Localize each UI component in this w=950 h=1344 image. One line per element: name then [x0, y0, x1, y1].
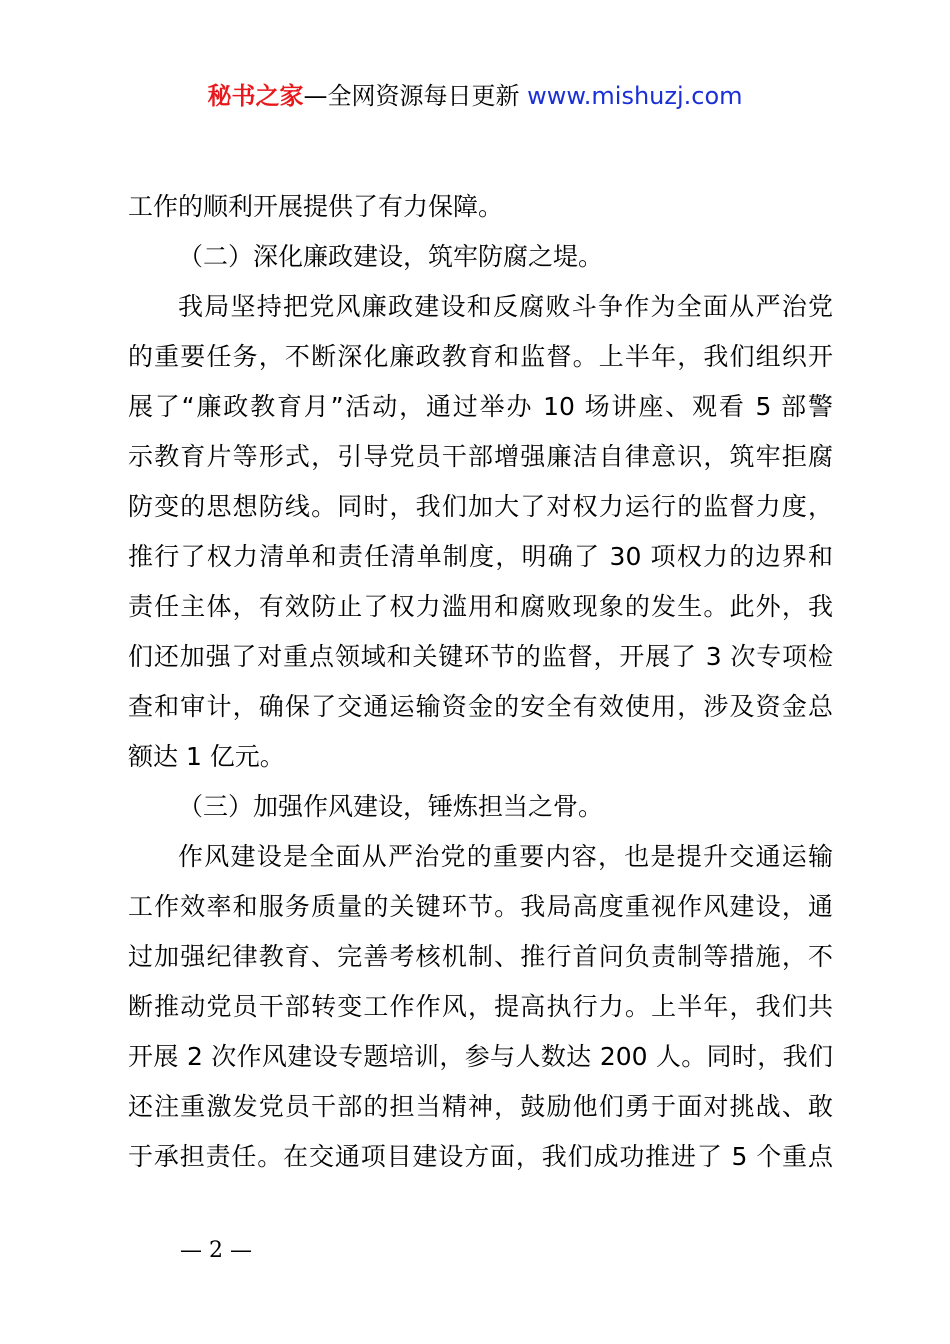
text-line: 还注重激发党员干部的担当精神，鼓励他们勇于面对挑战、敢 — [128, 1092, 833, 1121]
text-line: 推行了权力清单和责任清单制度，明确了 30 项权力的边界和 — [128, 542, 833, 571]
text-line: 过加强纪律教育、完善考核机制、推行首问负责制等措施，不 — [128, 942, 833, 971]
site-url[interactable]: www.mishuzj.com — [527, 82, 743, 110]
text-line: 于承担责任。在交通项目建设方面，我们成功推进了 5 个重点 — [128, 1142, 833, 1171]
text-line: 额达 1 亿元。 — [128, 742, 285, 771]
text-line: 我局坚持把党风廉政建设和反腐败斗争作为全面从严治党 — [178, 292, 833, 321]
text-line: 工作效率和服务质量的关键环节。我局高度重视作风建设，通 — [128, 892, 833, 921]
text-line: 工作的顺利开展提供了有力保障。 — [128, 192, 504, 221]
brand-name: 秘书之家 — [207, 82, 304, 110]
text-line: 防变的思想防线。同时，我们加大了对权力运行的监督力度， — [128, 492, 833, 521]
text-line: 们还加强了对重点领域和关键环节的监督，开展了 3 次专项检 — [128, 642, 833, 671]
text-line: 责任主体，有效防止了权力滥用和腐败现象的发生。此外，我 — [128, 592, 833, 621]
text-line: （二）深化廉政建设，筑牢防腐之堤。 — [178, 242, 604, 271]
page-number: — 2 — — [180, 1238, 252, 1263]
document-body — [128, 182, 833, 1182]
banner-tagline: —全网资源每日更新 — [303, 82, 520, 110]
text-line: （三）加强作风建设，锤炼担当之骨。 — [178, 792, 604, 821]
text-line: 查和审计，确保了交通运输资金的安全有效使用，涉及资金总 — [128, 692, 833, 721]
site-banner — [0, 80, 950, 112]
text-line: 作风建设是全面从严治党的重要内容，也是提升交通运输 — [178, 842, 833, 871]
text-line: 断推动党员干部转变工作作风，提高执行力。上半年，我们共 — [128, 992, 833, 1021]
text-line: 的重要任务，不断深化廉政教育和监督。上半年，我们组织开 — [128, 342, 833, 371]
text-line: 示教育片等形式，引导党员干部增强廉洁自律意识，筑牢拒腐 — [128, 442, 833, 471]
text-line: 开展 2 次作风建设专题培训，参与人数达 200 人。同时，我们 — [128, 1042, 833, 1071]
text-line: 展了“廉政教育月”活动，通过举办 10 场讲座、观看 5 部警 — [128, 392, 833, 421]
